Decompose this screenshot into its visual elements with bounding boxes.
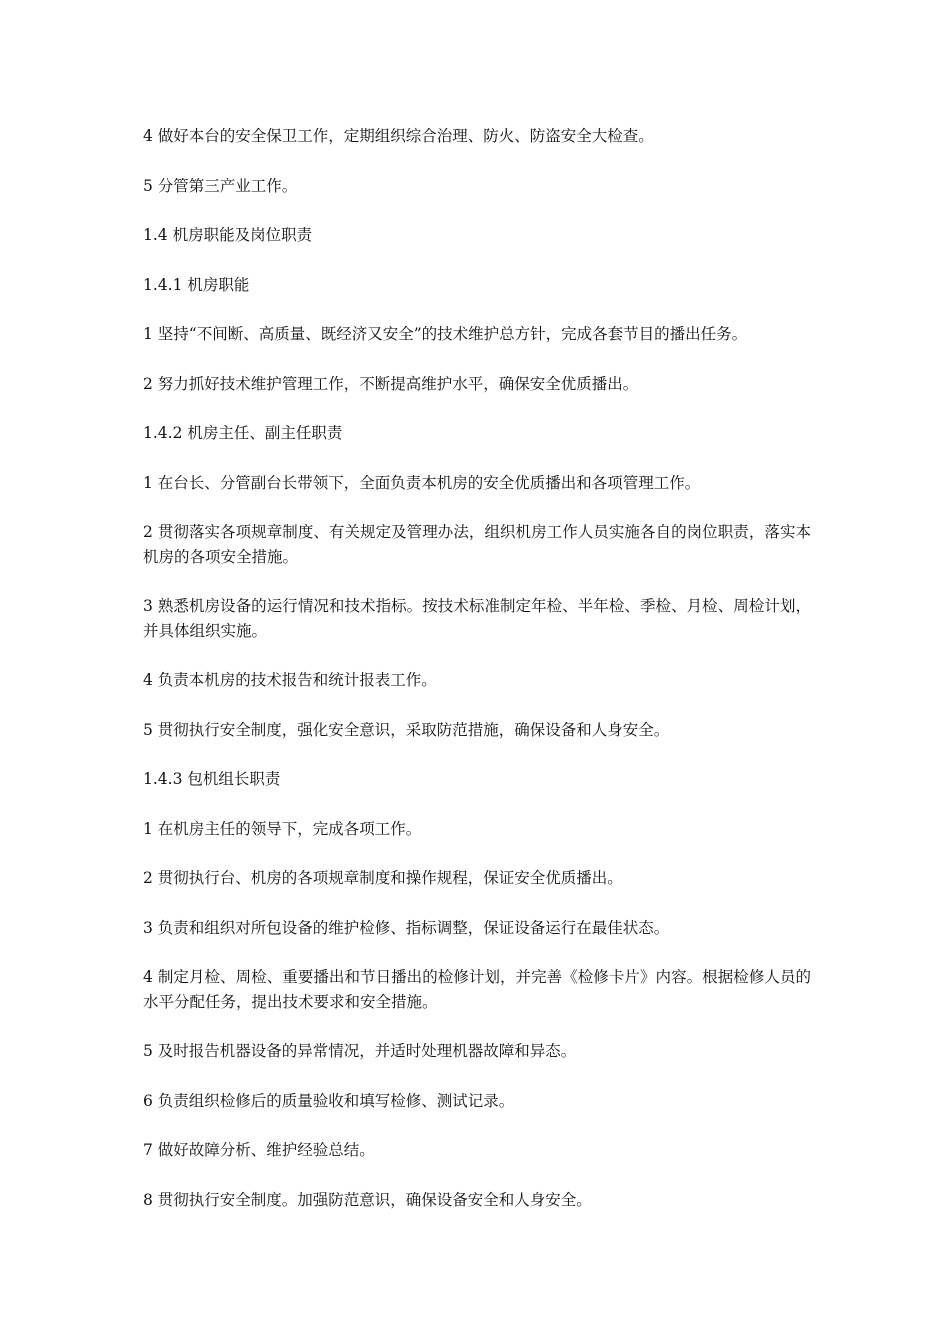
paragraph-room-function-2: 2 努力抓好技术维护管理工作，不断提高维护水平，确保安全优质播出。	[143, 374, 639, 393]
section-heading-1-4-2: 1.4.2 机房主任、副主任职责	[143, 424, 343, 442]
paragraph-room-function-1: 1 坚持“不间断、高质量、既经济又安全”的技术维护总方针，完成各套节目的播出任务。	[143, 325, 748, 343]
paragraph-leader-duty-1: 1 在机房主任的领导下，完成各项工作。	[143, 819, 422, 838]
section-heading-1-4-1: 1.4.1 机房职能	[143, 275, 250, 294]
paragraph-director-duty-2: 2 贯彻落实各项规章制度、有关规定及管理办法，组织机房工作人员实施各自的岗位职责，落实本机房的各项安全措施。	[143, 523, 811, 566]
paragraph-leader-duty-4: 4 制定月检、周检、重要播出和节日播出的检修计划，并完善《检修卡片》内容。根据检修人员的水平分配任务，提出技术要求和安全措施。	[143, 968, 811, 1011]
paragraph-leader-duty-2: 2 贯彻执行台、机房的各项规章制度和操作规程，保证安全优质播出。	[143, 869, 623, 887]
paragraph-leader-duty-5: 5 及时报告机器设备的异常情况，并适时处理机器故障和异态。	[143, 1042, 577, 1060]
section-heading-1-4-3: 1.4.3 包机组长职责	[143, 770, 281, 788]
paragraph-director-duty-1: 1 在台长、分管副台长带领下，全面负责本机房的安全优质播出和各项管理工作。	[143, 473, 701, 492]
paragraph-duty-4-security: 4 做好本台的安全保卫工作，定期组织综合治理、防火、防盗安全大检查。	[143, 127, 654, 145]
paragraph-leader-duty-7: 7 做好故障分析、维护经验总结。	[143, 1141, 375, 1159]
section-heading-1-4: 1.4 机房职能及岗位职责	[143, 226, 313, 244]
paragraph-leader-duty-3: 3 负责和组织对所包设备的维护检修、指标调整，保证设备运行在最佳状态。	[143, 918, 670, 937]
paragraph-director-duty-3: 3 熟悉机房设备的运行情况和技术指标。按技术标准制定年检、半年检、季检、月检、周检计划，并具体组织实施。	[143, 597, 811, 640]
paragraph-leader-duty-6: 6 负责组织检修后的质量验收和填写检修、测试记录。	[143, 1091, 515, 1110]
paragraph-duty-5-tertiary-industry: 5 分管第三产业工作。	[143, 176, 298, 195]
paragraph-leader-duty-8: 8 贯彻执行安全制度。加强防范意识，确保设备安全和人身安全。	[143, 1190, 592, 1209]
paragraph-director-duty-4: 4 负责本机房的技术报告和统计报表工作。	[143, 671, 437, 689]
document-page	[143, 124, 811, 1237]
paragraph-director-duty-5: 5 贯彻执行安全制度，强化安全意识，采取防范措施，确保设备和人身安全。	[143, 720, 670, 739]
